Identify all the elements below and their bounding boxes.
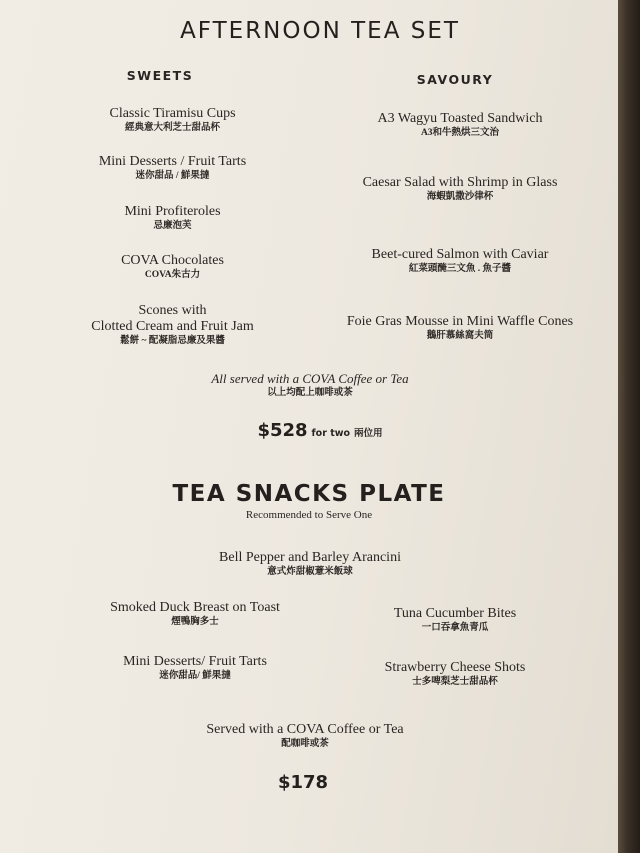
snack-item (180, 550, 440, 579)
snack-item (70, 600, 320, 629)
item-name-zh: 紅菜頭醃三文魚 . 魚子醬 (408, 264, 512, 274)
afternoon-price: $528 (257, 420, 308, 441)
item-name: Mini Desserts / Fruit Tarts (98, 154, 247, 169)
item-name-zh: 一口吞拿魚青瓜 (421, 623, 489, 633)
tea-snacks-title: TEA SNACKS PLATE (172, 481, 446, 507)
item-name-zh: 意式炸甜椒薏米飯球 (267, 567, 353, 577)
price-note-zh: 兩位用 (354, 429, 383, 439)
item-name: Tuna Cucumber Bites (393, 606, 517, 621)
snacks-served-with-note (160, 722, 450, 751)
item-name: Foie Gras Mousse in Mini Waffle Cones (346, 314, 574, 329)
item-name: COVA Chocolates (121, 253, 224, 268)
savoury-item (330, 111, 590, 140)
served-with-zh: 配咖啡或茶 (281, 739, 329, 749)
item-name-zh: 忌廉泡芙 (153, 221, 192, 231)
item-name: Mini Desserts/ Fruit Tarts (123, 654, 267, 669)
snack-item (70, 654, 320, 683)
item-name: Smoked Duck Breast on Toast (110, 600, 280, 615)
item-name-line2: Clotted Cream and Fruit Jam (91, 319, 254, 334)
snack-item (340, 660, 570, 689)
item-name-zh: 士多啤梨芝士甜品杯 (412, 677, 498, 687)
snack-item (340, 606, 570, 635)
item-name: Classic Tiramisu Cups (109, 106, 236, 121)
sweets-item (60, 253, 285, 282)
item-name: Mini Profiteroles (124, 204, 221, 219)
price-note: for two (311, 428, 351, 439)
item-name: Beet-cured Salmon with Caviar (371, 247, 549, 262)
sweets-item (60, 106, 285, 135)
savoury-item (320, 314, 600, 343)
item-name: A3 Wagyu Toasted Sandwich (377, 111, 543, 126)
served-with-note (160, 371, 460, 400)
item-name-zh: 經典意大利芝士甜品杯 (124, 123, 220, 133)
item-name-zh: 煙鴨胸多士 (171, 617, 219, 627)
item-name: Scones with (138, 303, 207, 318)
item-name-zh: 迷你甜品/ 鮮果撻 (159, 671, 231, 681)
sweets-item (50, 303, 295, 348)
savoury-header: SAVOURY (416, 72, 494, 87)
item-name-zh: 鬆餅 ~ 配凝脂忌廉及果醬 (120, 336, 225, 346)
item-name-zh: 海蝦凱撒沙律杯 (426, 192, 494, 202)
snacks-price: $178 (277, 772, 329, 793)
item-name-zh: COVA朱古力 (144, 270, 201, 280)
served-with-en: Served with a COVA Coffee or Tea (206, 722, 404, 737)
sweets-item (60, 204, 285, 233)
item-name: Caesar Salad with Shrimp in Glass (362, 175, 558, 190)
sweets-header: SWEETS (126, 68, 194, 83)
served-with-en: All served with a COVA Coffee or Tea (211, 371, 409, 386)
item-name-zh: 鵝肝慕絲窩夫筒 (426, 331, 494, 341)
savoury-item (330, 175, 590, 204)
item-name: Strawberry Cheese Shots (384, 660, 526, 675)
item-name: Bell Pepper and Barley Arancini (219, 550, 401, 565)
tea-snacks-subtitle: Recommended to Serve One (245, 509, 373, 521)
item-name-zh: 迷你甜品 / 鮮果撻 (135, 171, 210, 181)
served-with-zh: 以上均配上咖啡或茶 (267, 388, 353, 398)
menu-cover-edge (618, 0, 640, 853)
afternoon-tea-title: AFTERNOON TEA SET (180, 18, 460, 44)
afternoon-price-row (200, 420, 440, 441)
savoury-item (330, 247, 590, 276)
item-name-zh: A3和牛熱烘三文治 (420, 128, 500, 138)
sweets-item (60, 154, 285, 183)
